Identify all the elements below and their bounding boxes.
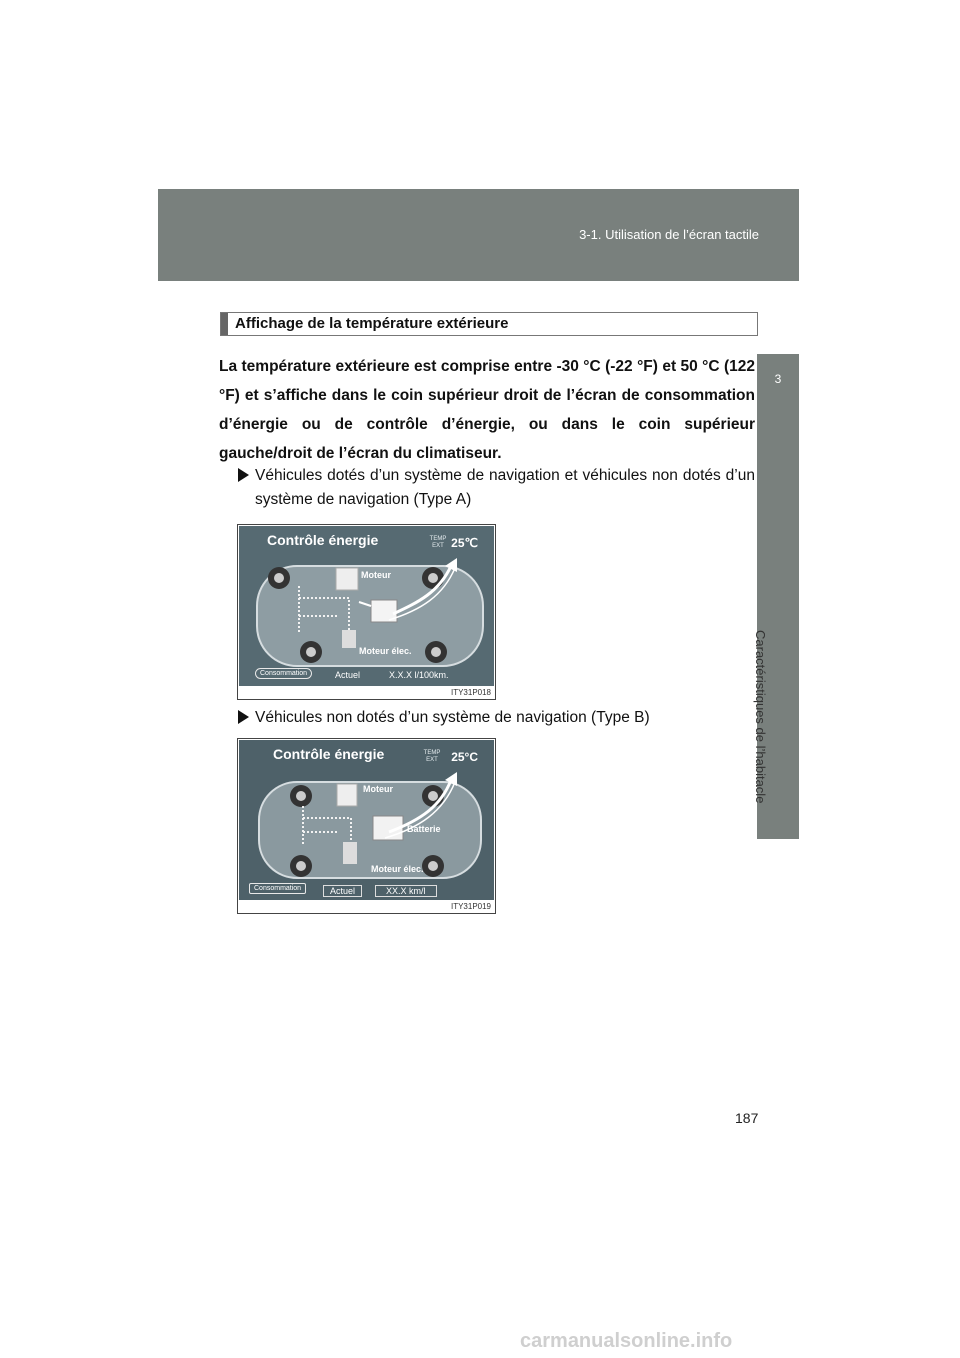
engine-label: Moteur bbox=[363, 784, 393, 794]
section-heading bbox=[220, 312, 758, 336]
bullet-type-a bbox=[255, 464, 755, 512]
energy-diagram bbox=[239, 740, 494, 900]
consumption-button[interactable]: Consommation bbox=[255, 668, 312, 679]
energy-monitor-screen bbox=[239, 526, 494, 686]
watermark: carmanualsonline.info bbox=[520, 1330, 733, 1352]
screen-title: Contrôle énergie bbox=[267, 532, 379, 548]
bullet-triangle-icon bbox=[238, 710, 249, 724]
figure-type-a bbox=[237, 524, 496, 700]
chapter-number: 3 bbox=[774, 372, 782, 386]
consumption-readout: XX.X km/l bbox=[375, 885, 437, 897]
bullet-text: Véhicules non dotés d’un système de navigation (Type B) bbox=[255, 709, 650, 726]
page-number: 187 bbox=[735, 1110, 759, 1126]
page-header bbox=[158, 189, 799, 281]
header-section-title: 3-1. Utilisation de l’écran tactile bbox=[579, 227, 759, 242]
section-marker bbox=[221, 313, 228, 335]
consumption-readout: X.X.X l/100km. bbox=[389, 670, 449, 680]
chapter-title: Caractéristiques de l’habitacle bbox=[753, 630, 768, 804]
energy-monitor-screen bbox=[239, 740, 494, 900]
outside-temp-label: TEMP EXT bbox=[429, 536, 447, 549]
consumption-button[interactable]: Consommation bbox=[249, 883, 306, 894]
outside-temp-value: 25℃ bbox=[451, 536, 478, 550]
engine-label: Moteur bbox=[361, 570, 391, 580]
body-paragraph: La température extérieure est comprise entre -30 °C (-22 °F) et 50 °C (122 °F) et s’affiche dans le coin supérieur droit de l’écran de consommation d’énergie ou de contrôle d’énergie, ou dans le coin supérieur gauche/droit de l’écran du climatiseur. bbox=[219, 358, 755, 462]
bullet-triangle-icon bbox=[238, 468, 249, 482]
battery-label: Batterie bbox=[407, 824, 441, 834]
figure-id: ITY31P018 bbox=[450, 688, 491, 697]
section-title: Affichage de la température extérieure bbox=[235, 315, 509, 332]
bullet-text: Véhicules dotés d’un système de navigation et véhicules non dotés d’un système de navigation (Type A) bbox=[255, 467, 755, 508]
energy-diagram bbox=[239, 526, 494, 686]
figure-type-b bbox=[237, 738, 496, 914]
outside-temp-value: 25°C bbox=[451, 750, 478, 764]
current-label: Actuel bbox=[323, 885, 362, 897]
outside-temp-label: TEMP EXT bbox=[423, 750, 441, 763]
bullet-type-b bbox=[255, 706, 755, 730]
current-label: Actuel bbox=[335, 670, 361, 680]
screen-title: Contrôle énergie bbox=[273, 746, 385, 762]
electric-motor-label: Moteur élec. bbox=[359, 646, 412, 656]
electric-motor-label: Moteur élec. bbox=[371, 864, 424, 874]
figure-id: ITY31P019 bbox=[450, 902, 491, 911]
